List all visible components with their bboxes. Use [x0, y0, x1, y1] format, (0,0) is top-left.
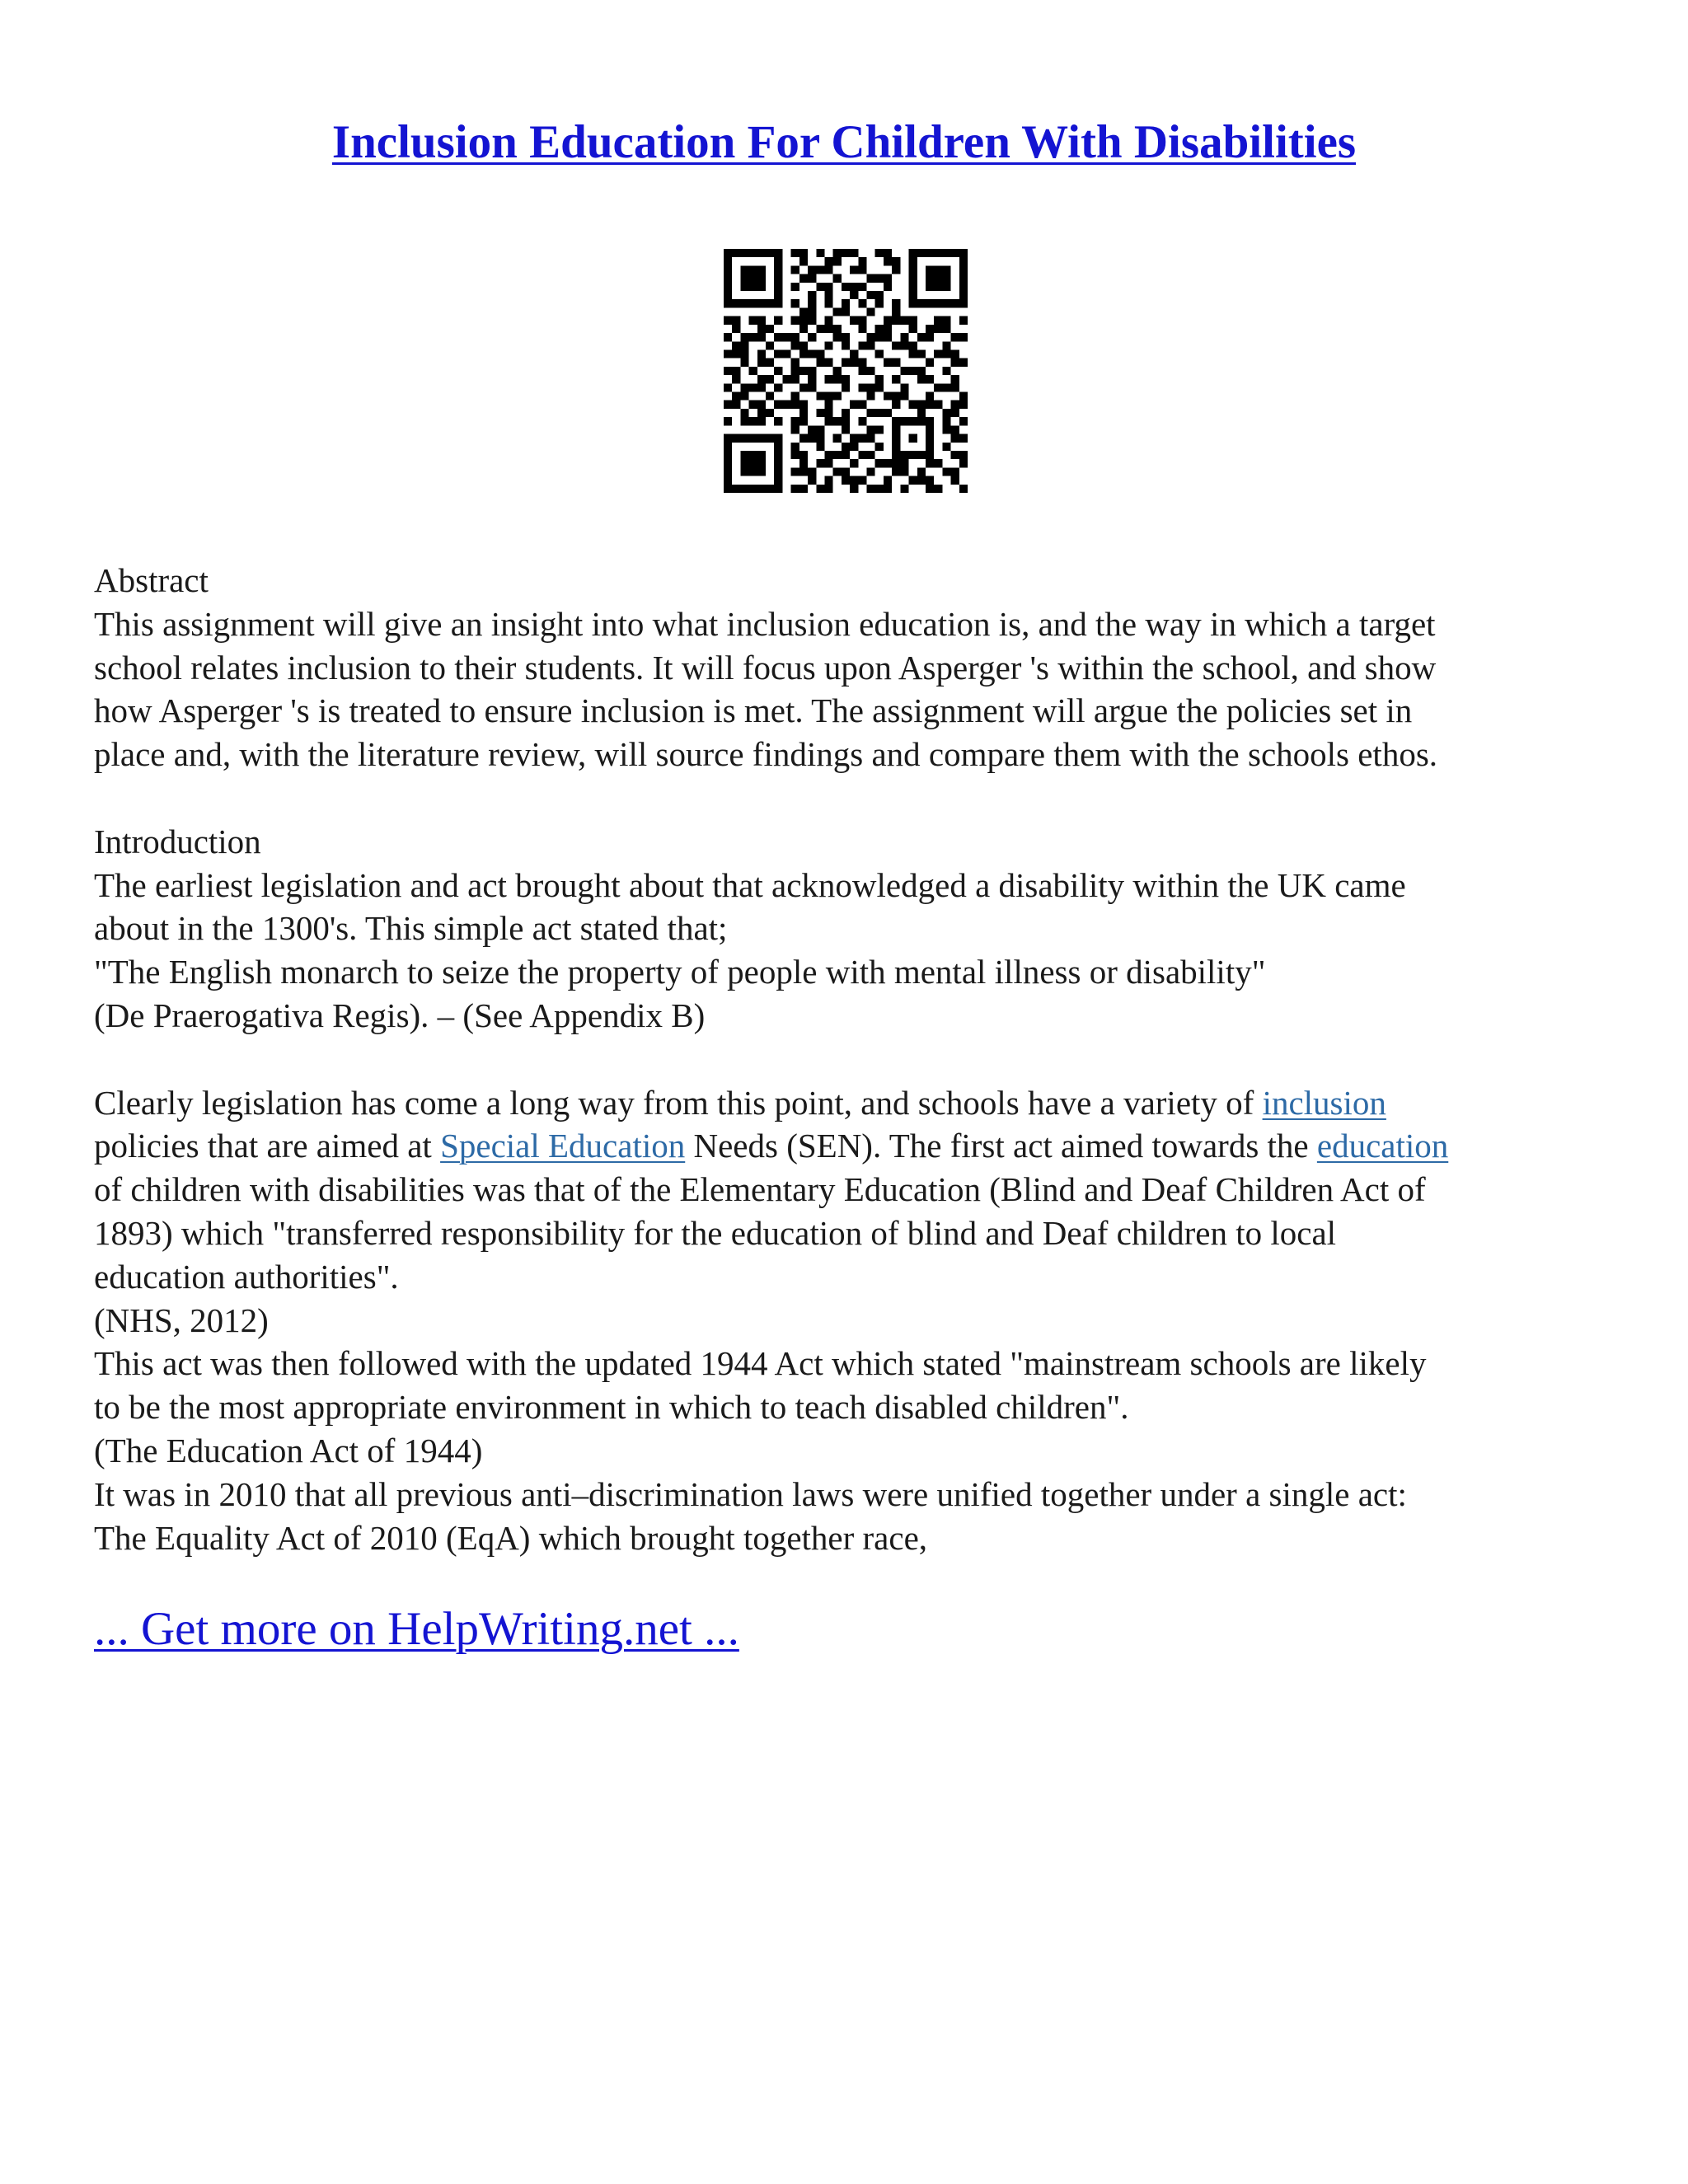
citation-line: (NHS, 2012) [94, 1301, 269, 1339]
education-link[interactable]: education [1316, 1127, 1449, 1165]
paragraph-line [94, 1124, 1619, 1168]
citation-line: (The Education Act of 1944) [94, 1431, 483, 1469]
paragraph-line: to be the most appropriate environment in which to teach disabled children". [94, 1388, 1129, 1427]
paragraph-line [94, 1081, 1619, 1125]
special-education-link[interactable]: Special Education [440, 1127, 686, 1165]
paragraph-gap [94, 776, 1619, 820]
paragraph-line: It was in 2010 that all previous anti–discrimination laws were unified together under a single act: [94, 1474, 1407, 1513]
qr-code-icon [724, 249, 968, 493]
abstract-heading: Abstract [94, 561, 209, 599]
paragraph-line: 1893) which "transferred responsibility for the education of blind and Deaf children to local [94, 1213, 1337, 1252]
paragraph-line: The Equality Act of 2010 (EqA) which brought together race, [94, 1518, 928, 1557]
get-more-link[interactable]: ... Get more on HelpWriting.net ... [94, 1603, 739, 1655]
paragraph-text: policies that are aimed at [94, 1127, 441, 1165]
citation-line: (De Praerogativa Regis). – (See Appendix B) [94, 996, 706, 1034]
abstract-line: how Asperger 's is treated to ensure inclusion is met. The assignment will argue the policies set in [94, 691, 1413, 730]
paragraph-text: Clearly legislation has come a long way from this point, and schools have a variety of [94, 1083, 1263, 1122]
introduction-heading: Introduction [94, 822, 261, 860]
paragraph-gap [94, 1038, 1619, 1081]
document-body [94, 559, 1619, 1559]
abstract-line: school relates inclusion to their students. It will focus upon Asperger 's within the school, and show [94, 648, 1437, 687]
inclusion-link[interactable]: inclusion [1262, 1083, 1386, 1122]
paragraph-text: Needs (SEN). The first act aimed towards the [685, 1127, 1317, 1165]
introduction-line: The earliest legislation and act brought about that acknowledged a disability within the UK came [94, 865, 1406, 904]
abstract-line: place and, with the literature review, will source findings and compare them with the schools ethos. [94, 735, 1438, 774]
quote-line: "The English monarch to seize the property of people with mental illness or disability" [94, 953, 1266, 991]
paragraph-line: of children with disabilities was that of the Elementary Education (Blind and Deaf Children Act of [94, 1170, 1426, 1209]
introduction-line: about in the 1300's. This simple act stated that; [94, 909, 728, 948]
paragraph-line: This act was then followed with the updated 1944 Act which stated "mainstream schools are likely [94, 1344, 1427, 1383]
paragraph-line: education authorities". [94, 1257, 399, 1296]
page-title-link[interactable]: Inclusion Education For Children With Disabilities [331, 116, 1357, 168]
abstract-line: This assignment will give an insight into what inclusion education is, and the way in which a target [94, 604, 1436, 643]
